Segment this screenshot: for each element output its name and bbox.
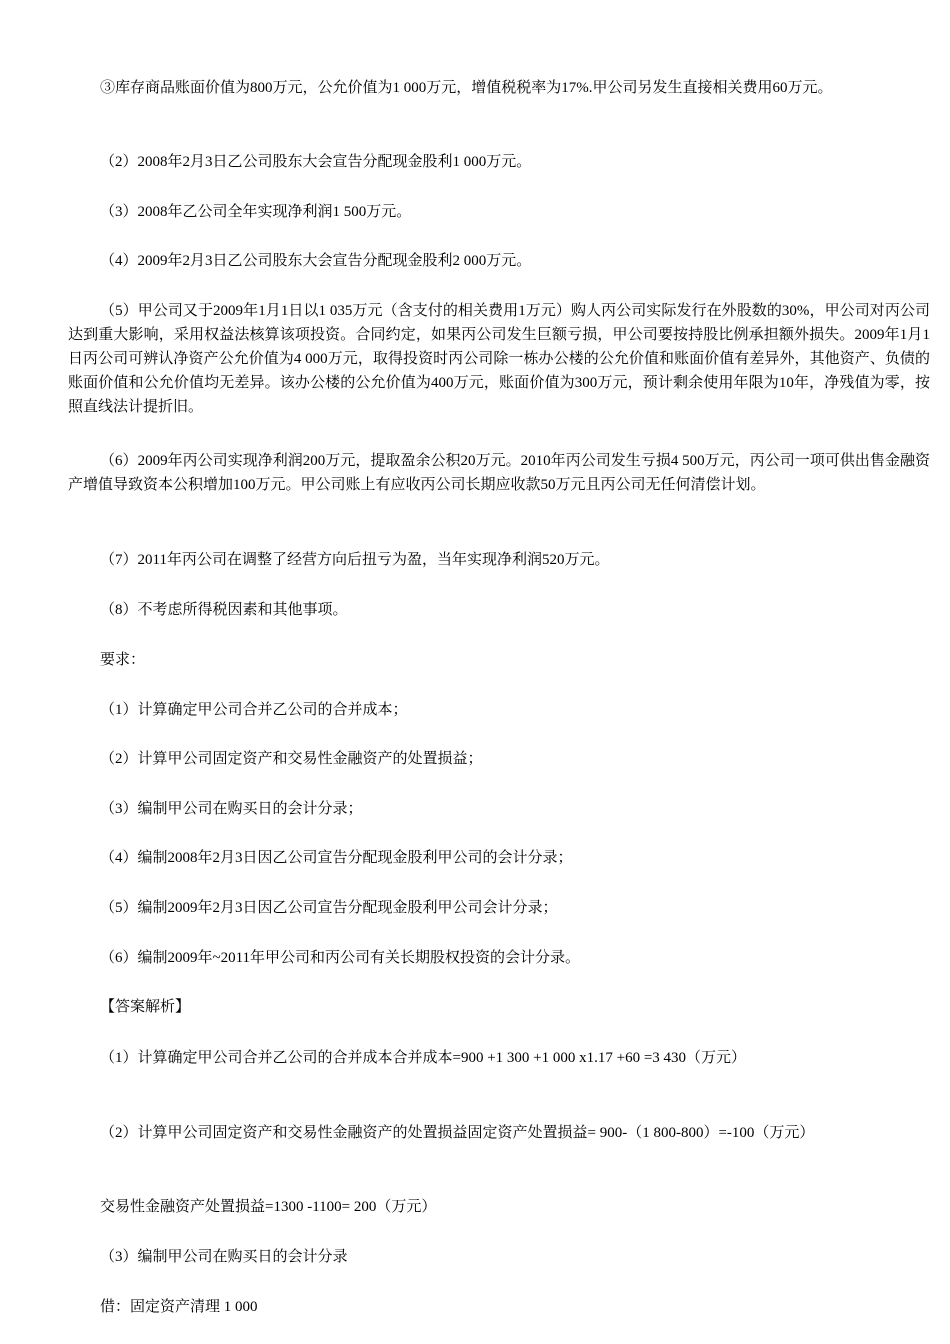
paragraph-answer-2: （2）计算甲公司固定资产和交易性金融资产的处置损益固定资产处置损益= 900-（1 800-800）=-100（万元） — [100, 1125, 815, 1141]
paragraph-item-2: （2）2008年2月3日乙公司股东大会宣告分配现金股利1 000万元。 — [100, 154, 532, 170]
paragraph-item-3: （3）2008年乙公司全年实现净利润1 500万元。 — [100, 204, 412, 220]
paragraph-answer-heading: 【答案解析】 — [100, 999, 191, 1015]
paragraph-item-7: （7）2011年丙公司在调整了经营方向后扭亏为盈，当年实现净利润520万元。 — [100, 552, 610, 568]
paragraph-item-8: （8）不考虑所得税因素和其他事项。 — [100, 602, 348, 618]
paragraph-answer-3: （3）编制甲公司在购买日的会计分录 — [100, 1249, 348, 1265]
paragraph-requirements-heading: 要求： — [100, 652, 146, 668]
paragraph-inventory: ③库存商品账面价值为800万元，公允价值为1 000万元，增值税税率为17%.甲公司另发生直接相关费用60万元。 — [100, 80, 833, 96]
paragraph-requirement-6: （6）编制2009年~2011年甲公司和丙公司有关长期股权投资的会计分录。 — [100, 950, 581, 966]
paragraph-requirement-3: （3）编制甲公司在购买日的会计分录； — [100, 801, 363, 817]
paragraph-requirement-2: （2）计算甲公司固定资产和交易性金融资产的处置损益； — [100, 751, 483, 767]
paragraph-item-6: （6）2009年丙公司实现净利润200万元，提取盈余公积20万元。2010年丙公司发生亏损4 500万元，丙公司一项可供出售金融资产增值导致资本公积增加100万元。甲公司账上有应收丙公司长期应收款50万元且丙公司无任何清偿计划。 — [68, 453, 930, 493]
paragraph-answer-2-trading: 交易性金融资产处置损益=1300 -1100= 200（万元） — [100, 1199, 437, 1215]
paragraph-requirement-5: （5）编制2009年2月3日因乙公司宣告分配现金股利甲公司会计分录； — [100, 900, 558, 916]
paragraph-answer-1: （1）计算确定甲公司合并乙公司的合并成本合并成本=900 +1 300 +1 000 x1.17 +60 =3 430（万元） — [100, 1050, 747, 1066]
paragraph-journal-entry: 借：固定资产清理 1 000 — [100, 1299, 258, 1315]
paragraph-item-5: （5）甲公司又于2009年1月1日以1 035万元（含支付的相关费用1万元）购人丙公司实际发行在外股数的30%，甲公司对丙公司达到重大影响，采用权益法核算该项投资。合同约定，如果丙公司发生巨额亏损，甲公司要按持股比例承担额外损失。2009年1月1日丙公司可辨认净资产公允价值为4 000万元，取得投资时丙公司除一栋办公楼的公允价值和账面价值有差异外，其他资产、负债的账面价值和公允价值均无差异。该办公楼的公允价值为400万元，账面价值为300万元，预计剩余使用年限为10年，净残值为零，按照直线法计提折旧。 — [68, 303, 930, 415]
paragraph-requirement-4: （4）编制2008年2月3日因乙公司宣告分配现金股利甲公司的会计分录； — [100, 850, 573, 866]
paragraph-requirement-1: （1）计算确定甲公司合并乙公司的合并成本； — [100, 702, 408, 718]
paragraph-item-4: （4）2009年2月3日乙公司股东大会宣告分配现金股利2 000万元。 — [100, 253, 532, 269]
